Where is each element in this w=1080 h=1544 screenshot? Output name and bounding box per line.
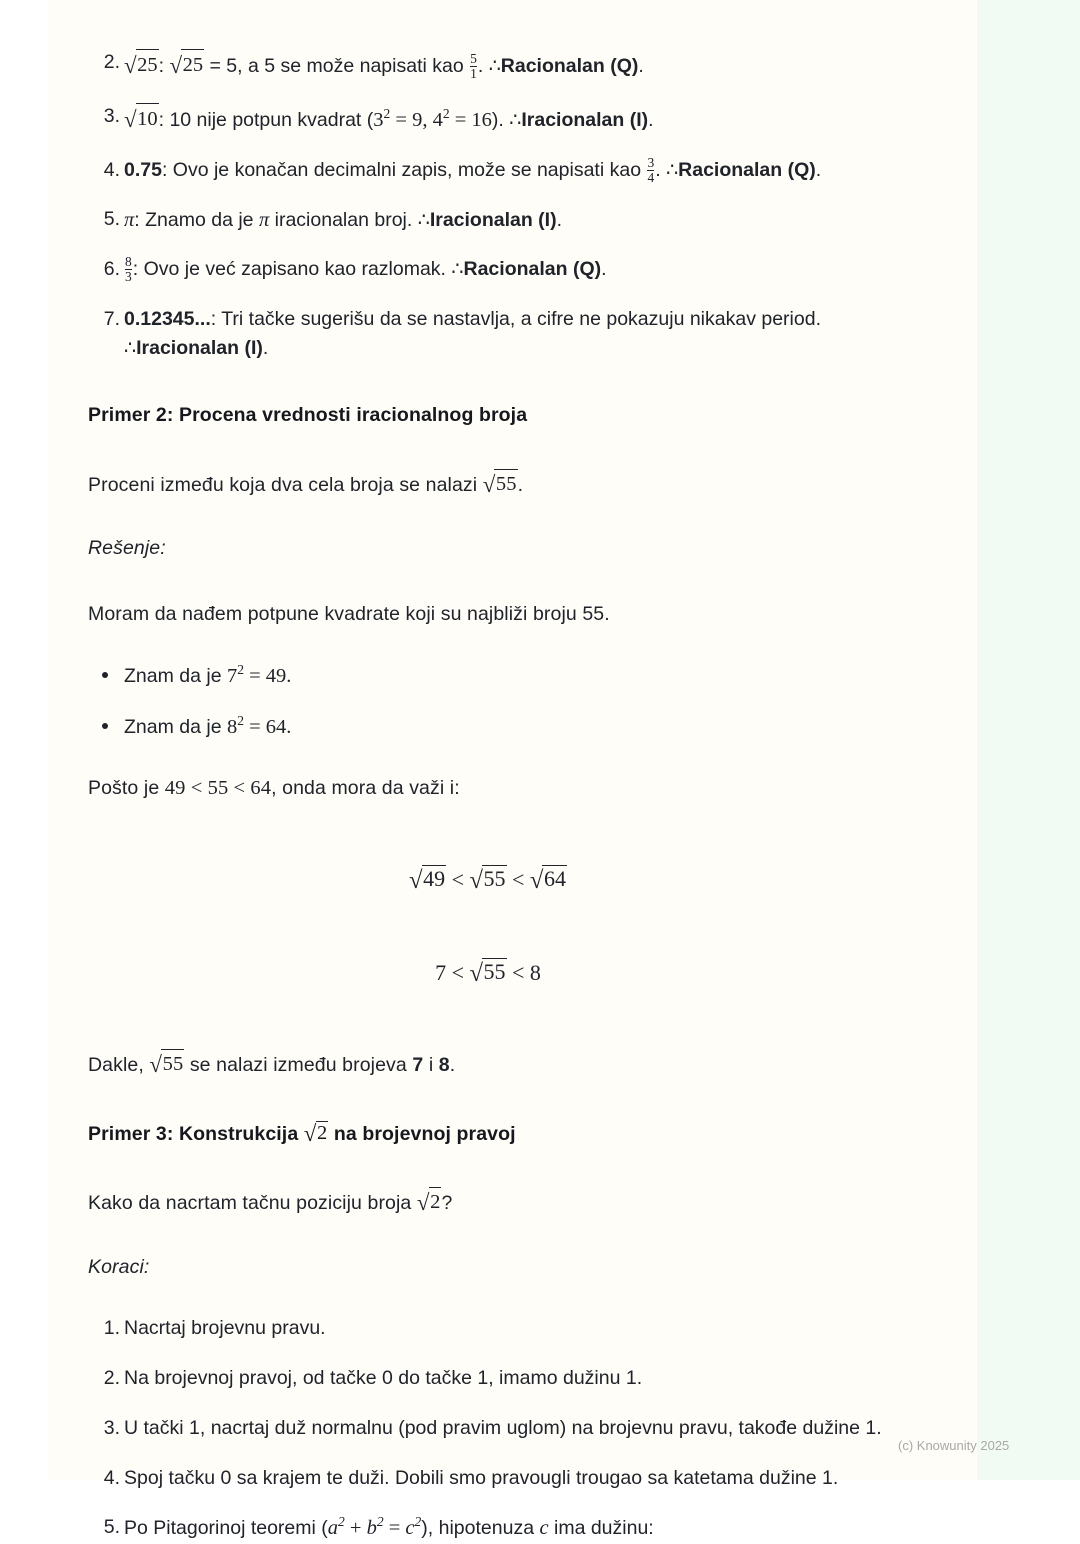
- list-item: [88, 1464, 888, 1493]
- text-fragment: .: [815, 159, 822, 182]
- text-fragment: .: [449, 1054, 456, 1077]
- list-item-number: 7.: [103, 307, 120, 330]
- subject-value: 0.75: [124, 159, 162, 182]
- sqrt-expression: √25: [124, 48, 159, 82]
- list-item: [88, 48, 888, 82]
- construction-steps-list: [88, 1314, 888, 1544]
- text-fragment: Po Pitagorinoj teoremi (: [124, 1517, 328, 1540]
- classification-list: [88, 48, 888, 363]
- text-fragment: .: [517, 473, 524, 496]
- solution-label: Rešenje:: [88, 537, 166, 560]
- fraction: $\frac{8}{3}$: [125, 254, 132, 285]
- sqrt-expression: √2: [417, 1185, 442, 1219]
- list-item: [88, 305, 888, 363]
- text-fragment: .: [648, 108, 654, 131]
- text-fragment: : 10 nije potpun kvadrat (: [158, 108, 374, 131]
- list-item: [88, 255, 888, 284]
- text-fragment: .: [655, 159, 667, 182]
- relation-operator: <: [512, 960, 525, 986]
- text-fragment: Dakle,: [88, 1054, 150, 1077]
- conclusion-label: Racionalan (Q): [678, 159, 816, 182]
- text-fragment: = 5, a 5 se može napisati kao: [204, 55, 470, 77]
- list-item-number: 2.: [103, 1366, 120, 1389]
- therefore-symbol: ∴: [666, 160, 679, 182]
- step-text: Nacrtaj brojevnu pravu.: [124, 1317, 326, 1339]
- list-item: [88, 712, 888, 742]
- text-fragment: , onda mora da važi i:: [271, 776, 460, 799]
- text-fragment: : Ovo je konačan decimalni zapis, može se napisati kao: [161, 159, 647, 182]
- list-item-number: 2.: [103, 51, 120, 73]
- list-item-number: 4.: [103, 158, 120, 181]
- list-item: [88, 1314, 888, 1343]
- text-fragment: : Znamo da je: [134, 209, 259, 232]
- text-fragment: iracionalan broj.: [269, 209, 418, 232]
- step-text: U tački 1, nacrtaj duž normalnu (pod pravim uglom) na brojevnu pravu, takođe dužine 1.: [124, 1416, 882, 1439]
- text-fragment: Znam da je: [124, 716, 227, 739]
- therefore-symbol: ∴: [509, 109, 522, 131]
- display-equation-2: [88, 959, 888, 987]
- copyright-watermark: (c) Knowunity 2025: [898, 1438, 1010, 1453]
- text-fragment: .: [638, 55, 644, 77]
- sqrt-expression: √25: [169, 48, 204, 82]
- list-item: [88, 102, 888, 136]
- list-item-number: 5.: [103, 208, 120, 231]
- step-text: Spoj tačku 0 sa krajem te duži. Dobili smo pravougli trougao sa katetama dužine 1.: [124, 1466, 839, 1489]
- list-item-number: 4.: [103, 1466, 120, 1489]
- conclusion-label: Iracionalan (I): [429, 209, 557, 232]
- example3-heading: [88, 1120, 888, 1146]
- example2-conclusion: [88, 1047, 888, 1081]
- list-item-number: 3.: [103, 104, 120, 127]
- steps-label: Koraci:: [88, 1255, 150, 1278]
- subject-value: 0.12345...: [124, 307, 211, 330]
- list-item-number: 5.: [103, 1516, 120, 1539]
- text-fragment: :: [158, 55, 170, 77]
- text-fragment: Pošto je: [88, 776, 165, 799]
- text-fragment: na brojevnoj pravoj: [328, 1123, 516, 1146]
- sqrt-expression: √10: [124, 102, 159, 136]
- bound-upper: 8: [438, 1054, 450, 1077]
- text-fragment: Znam da je: [124, 664, 227, 687]
- list-item: [88, 1513, 888, 1543]
- pi-symbol: π: [258, 209, 270, 232]
- pi-symbol: π: [124, 209, 135, 232]
- list-item: [88, 661, 888, 691]
- text-fragment: .: [262, 336, 269, 359]
- list-item: [88, 1414, 888, 1443]
- display-equation-1: [88, 866, 888, 894]
- sqrt-expression: √55: [149, 1047, 184, 1081]
- text-fragment: ?: [441, 1192, 453, 1215]
- text-fragment: : Tri tačke sugerišu da se nastavlja, a cifre ne pokazuju nikakav period.: [210, 307, 821, 330]
- text-fragment: Kako da nacrtam tačnu poziciju broja: [88, 1192, 417, 1215]
- text-fragment: i: [423, 1054, 439, 1077]
- power-expression: $7^2 = 49$.: [226, 662, 292, 687]
- relation-operator: <: [451, 867, 464, 893]
- pythagorean-formula: $a^2 + b^2 = c^2$: [327, 1514, 422, 1540]
- example3-question: [88, 1185, 888, 1219]
- sqrt-expression: √2: [303, 1121, 328, 1147]
- list-item: [88, 1364, 888, 1393]
- therefore-symbol: ∴: [124, 337, 137, 359]
- list-item: [88, 156, 888, 185]
- text-fragment: se nalazi između brojeva: [184, 1054, 413, 1077]
- step-text: Na brojevnoj pravoj, od tačke 0 do tačke 1, imamo dužinu 1.: [124, 1366, 643, 1389]
- text-fragment: : Ovo je već zapisano kao razlomak.: [132, 258, 452, 281]
- conclusion-label: Iracionalan (I): [136, 336, 263, 359]
- therefore-symbol: ∴: [417, 210, 430, 232]
- conclusion-label: Iracionalan (I): [521, 108, 649, 131]
- fraction: $\frac{3}{4}$: [647, 154, 655, 185]
- list-item-number: 1.: [103, 1317, 120, 1339]
- power-expression: $3^2 = 9$, $4^2 = 16$: [373, 106, 492, 131]
- sqrt-expression: √55: [469, 866, 506, 895]
- conclusion-label: Racionalan (Q): [500, 55, 639, 77]
- document-content: [88, 0, 888, 1544]
- inequality-inline: 49 < 55 < 64: [164, 776, 272, 799]
- sqrt-expression: √55: [483, 467, 518, 501]
- sqrt-expression: √55: [469, 959, 506, 988]
- power-expression: $8^2 = 64$.: [226, 713, 292, 739]
- example2-since-line: [88, 774, 888, 804]
- bound-lower: 7: [412, 1054, 424, 1077]
- text-fragment: ).: [491, 108, 510, 131]
- example2-heading: Primer 2: Procena vrednosti iracionalnog broja: [88, 403, 528, 426]
- list-item-number: 6.: [103, 258, 120, 281]
- adjacent-page-strip: [975, 0, 1080, 1480]
- text-fragment: Primer 3: Konstrukcija: [88, 1123, 304, 1146]
- example2-prompt: [88, 467, 888, 501]
- list-item-number: 3.: [103, 1416, 120, 1439]
- text-fragment: ima dužinu:: [548, 1517, 654, 1540]
- therefore-symbol: ∴: [451, 259, 464, 281]
- text-fragment: .: [477, 55, 489, 77]
- sqrt-expression: √49: [409, 866, 446, 895]
- sqrt-expression: √64: [529, 866, 566, 895]
- text-fragment: ), hipotenuza: [421, 1517, 540, 1540]
- number-literal: 7: [435, 960, 447, 986]
- relation-operator: <: [512, 867, 525, 893]
- text-fragment: Proceni između koja dva cela broja se nalazi: [88, 473, 483, 496]
- example2-intro: Moram da nađem potpune kvadrate koji su najbliži broju 55.: [88, 602, 610, 625]
- variable-c: c: [539, 1517, 549, 1540]
- text-fragment: .: [556, 209, 563, 232]
- list-item: [88, 205, 888, 235]
- conclusion-label: Racionalan (Q): [463, 258, 602, 281]
- therefore-symbol: ∴: [488, 56, 501, 77]
- text-fragment: .: [601, 258, 607, 281]
- relation-operator: <: [451, 960, 464, 986]
- fraction: $\frac{5}{1}$: [470, 50, 477, 81]
- number-literal: 8: [529, 960, 541, 986]
- perfect-squares-list: [88, 661, 888, 743]
